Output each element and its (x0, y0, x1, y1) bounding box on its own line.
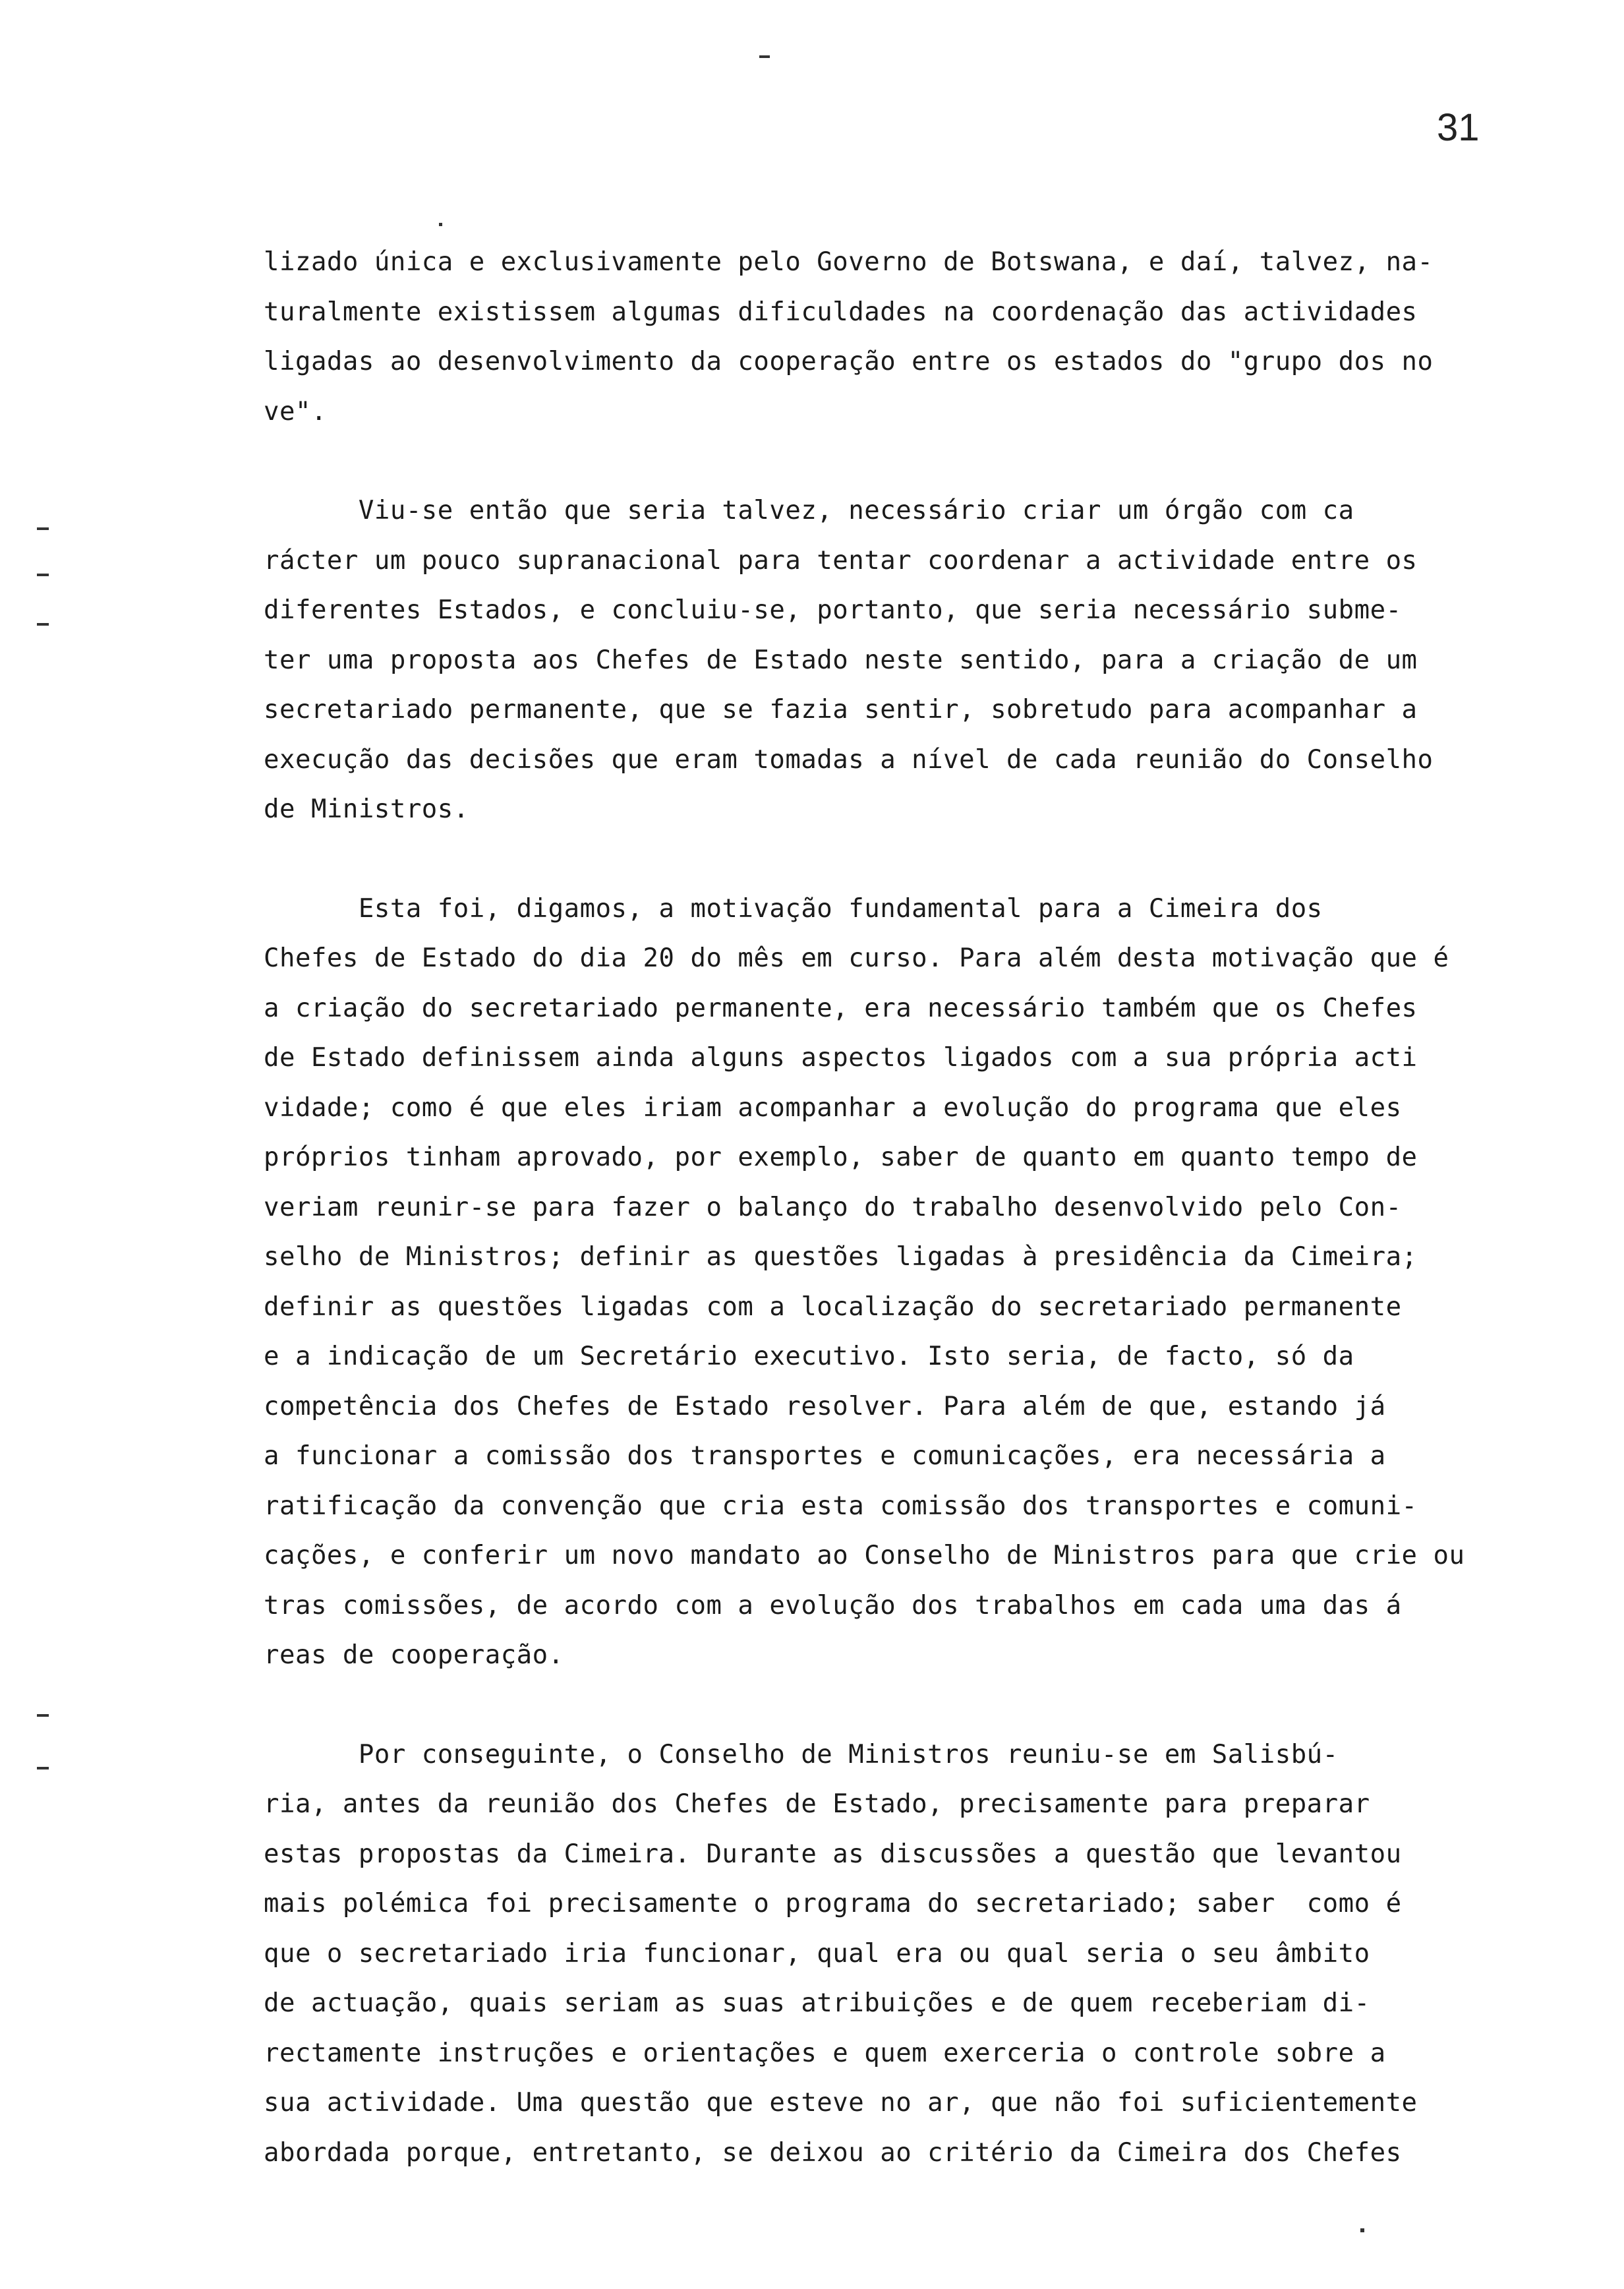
text-line: reas de cooperação. (264, 1640, 564, 1670)
text-line: diferentes Estados, e concluiu-se, portanto, que seria necessário subme- (264, 595, 1402, 625)
text-line: ratificação da convenção que cria esta comissão dos transportes e comuni- (264, 1491, 1418, 1521)
text-line: Viu-se então que seria talvez, necessário criar um órgão com ca (264, 496, 1354, 525)
scan-mark (37, 527, 49, 530)
text-line: tras comissões, de acordo com a evolução dos trabalhos em cada uma das á (264, 1590, 1402, 1620)
text-line: veriam reunir-se para fazer o balanço do trabalho desenvolvido pelo Con- (264, 1192, 1402, 1222)
text-line: mais polémica foi precisamente o programa do secretariado; saber como é (264, 1889, 1402, 1918)
text-line: ligadas ao desenvolvimento da cooperação entre os estados do "grupo dos no (264, 347, 1434, 376)
scan-mark (439, 223, 442, 226)
scan-mark (37, 1714, 49, 1717)
text-line: Por conseguinte, o Conselho de Ministros reuniu-se em Salisbú- (264, 1739, 1339, 1769)
text-line: de Ministros. (264, 794, 469, 824)
page-number: 31 (1437, 106, 1480, 149)
text-line: e a indicação de um Secretário executivo. Isto seria, de facto, só da (264, 1342, 1354, 1371)
text-line: secretariado permanente, que se fazia sentir, sobretudo para acompanhar a (264, 695, 1418, 725)
text-line: abordada porque, entretanto, se deixou ao critério da Cimeira dos Chefes (264, 2137, 1402, 2168)
text-line: rácter um pouco supranacional para tentar coordenar a actividade entre os (264, 545, 1418, 576)
document-body (264, 237, 1490, 2178)
text-line: de actuação, quais seriam as suas atribuições e de quem receberiam di- (264, 1988, 1370, 2018)
text-line: Esta foi, digamos, a motivação fundamental para a Cimeira dos (264, 893, 1323, 924)
text-line: definir as questões ligadas com a localização do secretariado permanente (264, 1292, 1402, 1322)
text-line: vidade; como é que eles iriam acompanhar a evolução do programa que eles (264, 1092, 1402, 1123)
text-line: a funcionar a comissão dos transportes e comunicações, era necessária a (264, 1441, 1386, 1471)
text-line: a criação do secretariado permanente, era necessário também que os Chefes (264, 993, 1418, 1023)
text-line: selho de Ministros; definir as questões ligadas à presidência da Cimeira; (264, 1242, 1418, 1272)
text-line: cações, e conferir um novo mandato ao Conselho de Ministros para que crie ou (264, 1541, 1465, 1570)
text-line: turalmente existissem algumas dificuldades na coordenação das actividades (264, 297, 1418, 327)
scan-mark (37, 623, 49, 626)
paragraph-3 (264, 884, 1490, 1680)
scan-mark (37, 574, 49, 576)
scan-mark (759, 55, 770, 58)
text-line: execução das decisões que eram tomadas a nível de cada reunião do Conselho (264, 744, 1434, 775)
paragraph-4 (264, 1730, 1490, 2178)
text-line: competência dos Chefes de Estado resolver. Para além de que, estando já (264, 1391, 1386, 1421)
text-line: que o secretariado iria funcionar, qual era ou qual seria o seu âmbito (264, 1938, 1370, 1969)
text-line: próprios tinham aprovado, por exemplo, saber de quanto em quanto tempo de (264, 1143, 1418, 1172)
text-line: rectamente instruções e orientações e quem exerceria o controle sobre a (264, 2038, 1386, 2068)
scan-mark (37, 1767, 49, 1769)
text-line: ter uma proposta aos Chefes de Estado neste sentido, para a criação de um (264, 645, 1418, 675)
paragraph-2 (264, 486, 1490, 835)
text-line: estas propostas da Cimeira. Durante as discussões a questão que levantou (264, 1839, 1402, 1869)
scan-mark (1360, 2228, 1364, 2232)
text-line: Chefes de Estado do dia 20 do mês em curso. Para além desta motivação que é (264, 943, 1449, 973)
text-line: de Estado definissem ainda alguns aspectos ligados com a sua própria acti (264, 1043, 1418, 1073)
text-line: ve". (264, 396, 327, 427)
text-line: ria, antes da reunião dos Chefes de Estado, precisamente para preparar (264, 1789, 1370, 1819)
text-line: sua actividade. Uma questão que esteve no ar, que não foi suficientemente (264, 2088, 1418, 2118)
text-line: lizado única e exclusivamente pelo Governo de Botswana, e daí, talvez, na- (264, 247, 1434, 277)
paragraph-1 (264, 237, 1490, 436)
